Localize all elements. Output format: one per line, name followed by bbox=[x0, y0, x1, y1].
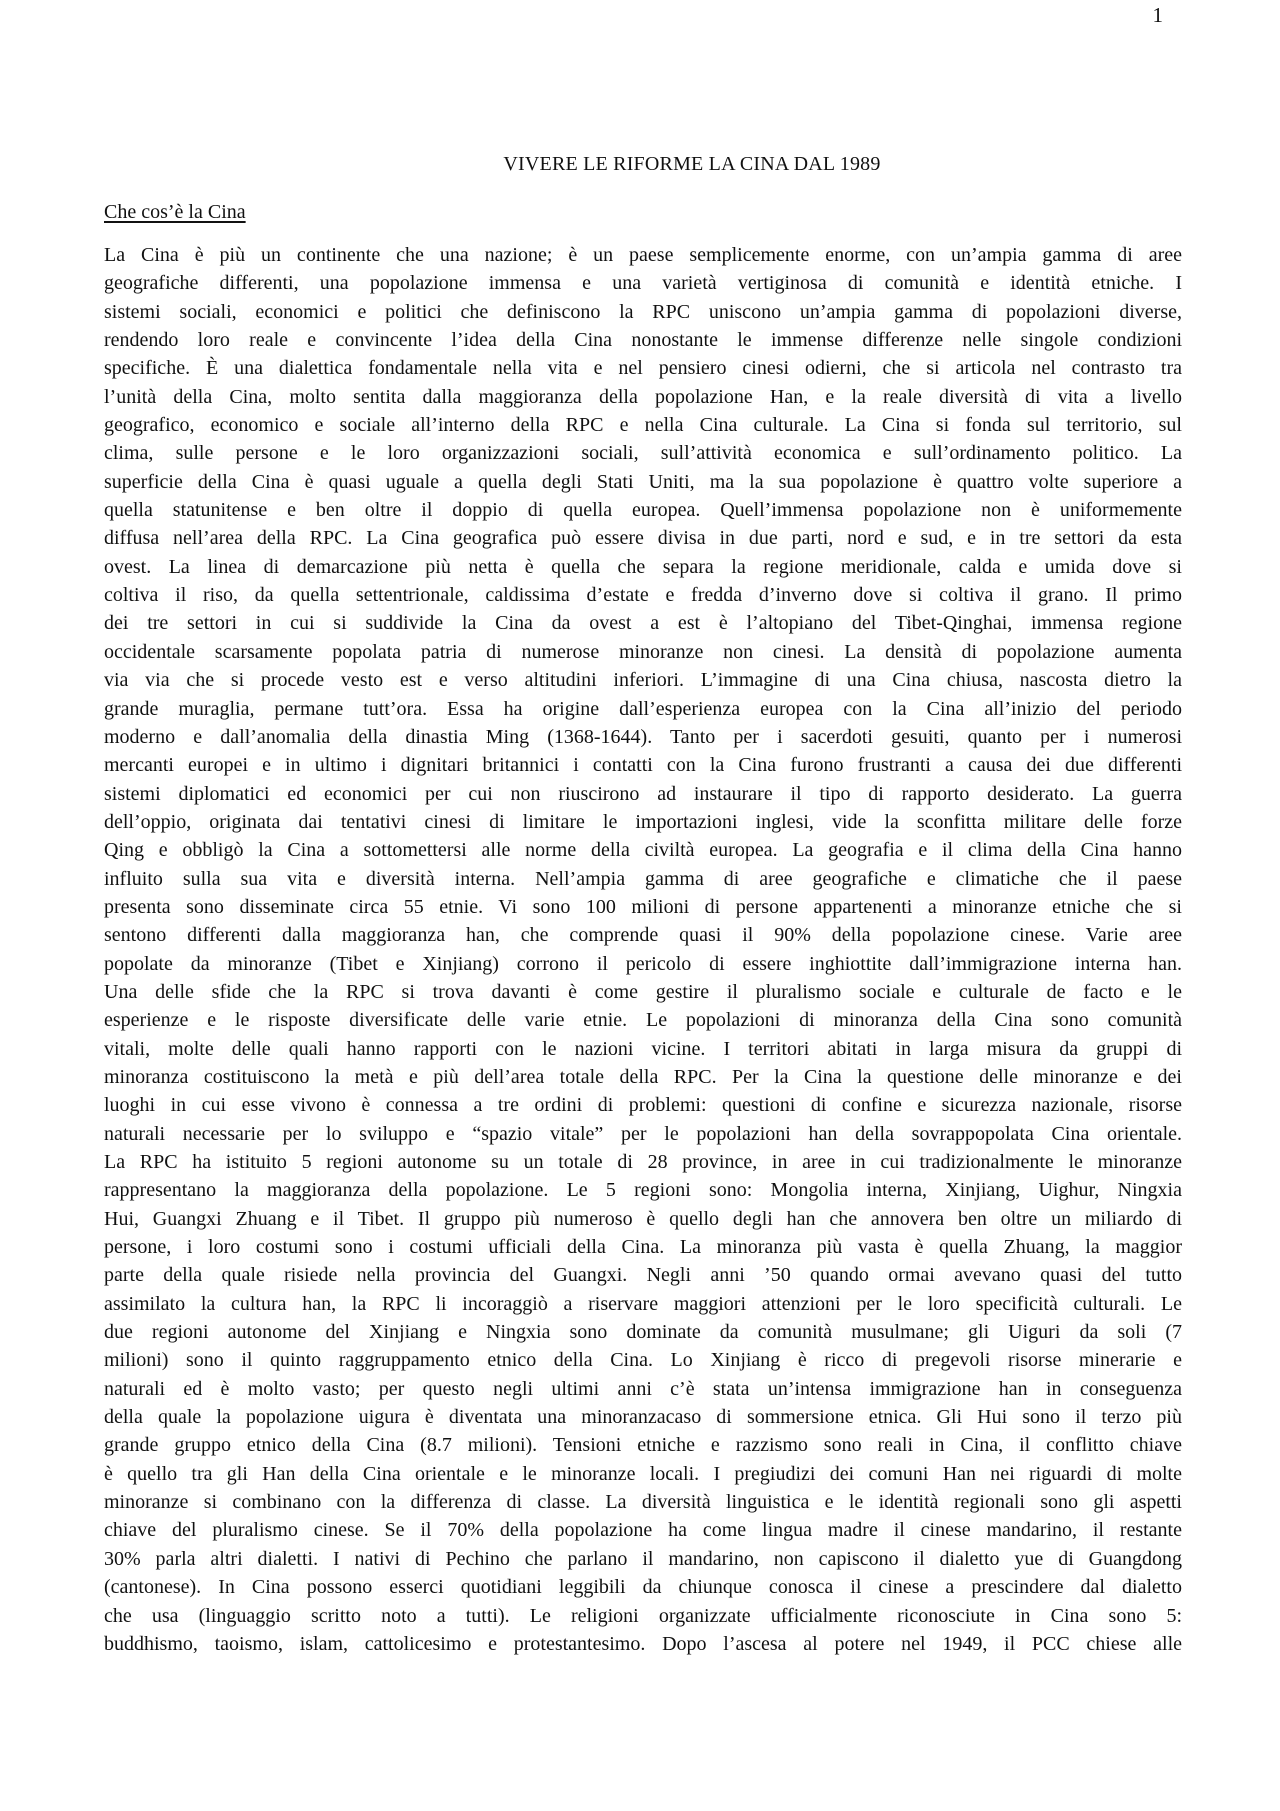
body-line: sentono differenti dalla maggioranza han, che comprende quasi il 90% della popolazione cinese. Varie aree bbox=[104, 924, 1182, 947]
body-line: buddhismo, taoismo, islam, cattolicesimo e protestantesimo. Dopo l’ascesa al potere nel 1949, il PCC chiese alle bbox=[104, 1632, 1182, 1655]
body-line: La RPC ha istituito 5 regioni autonome su un totale di 28 province, in aree in cui tradizionalmente le minoranze bbox=[104, 1151, 1182, 1173]
body-line: specifiche. È una dialettica fondamentale nella vita e nel pensiero cinesi odierni, che si articola nel contrasto tra bbox=[104, 357, 1182, 380]
body-line: 30% parla altri dialetti. I nativi di Pechino che parlano il mandarino, non capiscono il dialetto yue di Guangdong bbox=[104, 1547, 1182, 1570]
body-line: mercanti europei e in ultimo i dignitari britannici i contatti con la Cina furono frustranti a causa dei due differenti bbox=[104, 754, 1182, 777]
body-line: naturali necessarie per lo sviluppo e “spazio vitale” per le popolazioni han della sovrappopolata Cina orientale. bbox=[104, 1122, 1182, 1145]
body-line: sistemi sociali, economici e politici che definiscono la RPC uniscono un’ampia gamma di popolazioni diverse, bbox=[104, 300, 1182, 323]
body-line: è quello tra gli Han della Cina orientale e le minoranze locali. I pregiudizi dei comuni Han nei riguardi di molte bbox=[104, 1462, 1182, 1485]
body-line: coltiva il riso, da quella settentrionale, caldissima d’estate e fredda d’inverno dove si coltiva il grano. Il primo bbox=[104, 584, 1182, 607]
body-line: moderno e dall’anomalia della dinastia Ming (1368-1644). Tanto per i sacerdoti gesuiti, quanto per i numerosi bbox=[104, 725, 1182, 748]
body-line: ovest. La linea di demarcazione più netta è quella che separa la regione meridionale, calda e umida dove si bbox=[104, 555, 1182, 578]
body-line: diffusa nell’area della RPC. La Cina geografica può essere divisa in due parti, nord e sud, e in tre settori da esta bbox=[104, 527, 1182, 550]
body-line: assimilato la cultura han, la RPC li incoraggiò a riservare maggiori attenzioni per le loro specificità culturali. Le bbox=[104, 1292, 1182, 1315]
body-line: presenta sono disseminate circa 55 etnie. Vi sono 100 milioni di persone appartenenti a minoranze etniche che si bbox=[104, 895, 1182, 918]
document-title: VIVERE LE RIFORME LA CINA DAL 1989 bbox=[503, 153, 881, 175]
body-line: chiave del pluralismo cinese. Se il 70% della popolazione ha come lingua madre il cinese mandarino, il restante bbox=[104, 1519, 1182, 1542]
section-heading: Che cos’è la Cina bbox=[104, 201, 246, 223]
body-line: (cantonese). In Cina possono esserci quotidiani leggibili da chiunque conosca il cinese a prescindere dal dialetto bbox=[104, 1576, 1182, 1599]
body-line: due regioni autonome del Xinjiang e Ningxia sono dominate da comunità musulmane; gli Uiguri da soli (7 bbox=[104, 1321, 1182, 1344]
body-line: sistemi diplomatici ed economici per cui non riuscirono ad instaurare il tipo di rapporto desiderato. La guerra bbox=[104, 782, 1182, 805]
body-line: Qing e obbligò la Cina a sottomettersi alle norme della civiltà europea. La geografia e il clima della Cina hanno bbox=[104, 839, 1182, 862]
body-line: dell’oppio, originata dai tentativi cinesi di limitare le importazioni inglesi, vide la sconfitta militare delle forze bbox=[104, 810, 1182, 833]
body-line: luoghi in cui esse vivono è connessa a tre ordini di problemi: questioni di confine e sicurezza nazionale, risorse bbox=[104, 1094, 1182, 1117]
page-number: 1 bbox=[1152, 3, 1163, 27]
body-line: rappresentano la maggioranza della popolazione. Le 5 regioni sono: Mongolia interna, Xinjiang, Uighur, Ningxia bbox=[104, 1179, 1182, 1202]
body-line: vitali, molte delle quali hanno rapporti con le nazioni vicine. I territori abitati in larga misura da gruppi di bbox=[104, 1037, 1182, 1060]
body-line: via via che si procede vesto est e verso altitudini inferiori. L’immagine di una Cina chiusa, nascosta dietro la bbox=[104, 669, 1182, 692]
body-line: Una delle sfide che la RPC si trova davanti è come gestire il pluralismo sociale e culturale de facto e le bbox=[104, 980, 1182, 1003]
body-line: grande muraglia, permane tutt’ora. Essa ha origine dall’esperienza europea con la Cina all’inizio del periodo bbox=[104, 697, 1182, 720]
body-line: esperienze e le risposte diversificate delle varie etnie. Le popolazioni di minoranza della Cina sono comunità bbox=[104, 1009, 1182, 1032]
body-paragraph bbox=[104, 241, 1182, 1658]
body-line: popolate da minoranze (Tibet e Xinjiang) corrono il pericolo di essere inghiottite dall’immigrazione interna han. bbox=[104, 952, 1182, 975]
body-line: che usa (linguaggio scritto noto a tutti). Le religioni organizzate ufficialmente riconosciute in Cina sono 5: bbox=[104, 1604, 1182, 1627]
body-line: dei tre settori in cui si suddivide la Cina da ovest a est è l’altopiano del Tibet-Qinghai, immensa regione bbox=[104, 612, 1182, 635]
body-line: l’unità della Cina, molto sentita dalla maggioranza della popolazione Han, e la reale diversità di vita a livello bbox=[104, 385, 1182, 408]
body-line: rendendo loro reale e convincente l’idea della Cina nonostante le immense differenze nelle singole condizioni bbox=[104, 329, 1182, 352]
body-line: grande gruppo etnico della Cina (8.7 milioni). Tensioni etniche e razzismo sono reali in Cina, il conflitto chiave bbox=[104, 1434, 1182, 1457]
body-line: superficie della Cina è quasi uguale a quella degli Stati Uniti, ma la sua popolazione è quattro volte superiore a bbox=[104, 470, 1182, 493]
body-line: della quale la popolazione uigura è diventata una minoranzacaso di sommersione etnica. Gli Hui sono il terzo più bbox=[104, 1406, 1182, 1429]
body-line: milioni) sono il quinto raggruppamento etnico della Cina. Lo Xinjiang è ricco di pregevoli risorse minerarie e bbox=[104, 1349, 1182, 1372]
body-line: minoranza costituiscono la metà e più dell’area totale della RPC. Per la Cina la questione delle minoranze e dei bbox=[104, 1065, 1182, 1088]
body-line: persone, i loro costumi sono i costumi ufficiali della Cina. La minoranza più vasta è quella Zhuang, la maggior bbox=[104, 1236, 1182, 1259]
body-line: geografiche differenti, una popolazione immensa e una varietà vertiginosa di comunità e identità etniche. I bbox=[104, 272, 1182, 295]
body-line: Hui, Guangxi Zhuang e il Tibet. Il gruppo più numeroso è quello degli han che annovera ben oltre un miliardo di bbox=[104, 1207, 1182, 1230]
body-line: influito sulla sua vita e diversità interna. Nell’ampia gamma di aree geografiche e climatiche che il paese bbox=[104, 867, 1182, 890]
body-line: quella statunitense e ben oltre il doppio di quella europea. Quell’immensa popolazione non è uniformemente bbox=[104, 499, 1182, 522]
body-line: clima, sulle persone e le loro organizzazioni sociali, sull’attività economica e sull’ordinamento politico. La bbox=[104, 442, 1182, 465]
body-line: geografico, economico e sociale all’interno della RPC e nella Cina culturale. La Cina si fonda sul territorio, sul bbox=[104, 414, 1182, 437]
body-line: naturali ed è molto vasto; per questo negli ultimi anni c’è stata un’intensa immigrazione han in conseguenza bbox=[104, 1377, 1182, 1400]
body-line: La Cina è più un continente che una nazione; è un paese semplicemente enorme, con un’ampia gamma di aree bbox=[104, 244, 1182, 266]
body-line: parte della quale risiede nella provincia del Guangxi. Negli anni ’50 quando ormai avevano quasi del tutto bbox=[104, 1264, 1182, 1287]
body-line: minoranze si combinano con la differenza di classe. La diversità linguistica e le identità regionali sono gli aspetti bbox=[104, 1491, 1182, 1514]
body-line: occidentale scarsamente popolata patria di numerose minoranze non cinesi. La densità di popolazione aumenta bbox=[104, 640, 1182, 663]
